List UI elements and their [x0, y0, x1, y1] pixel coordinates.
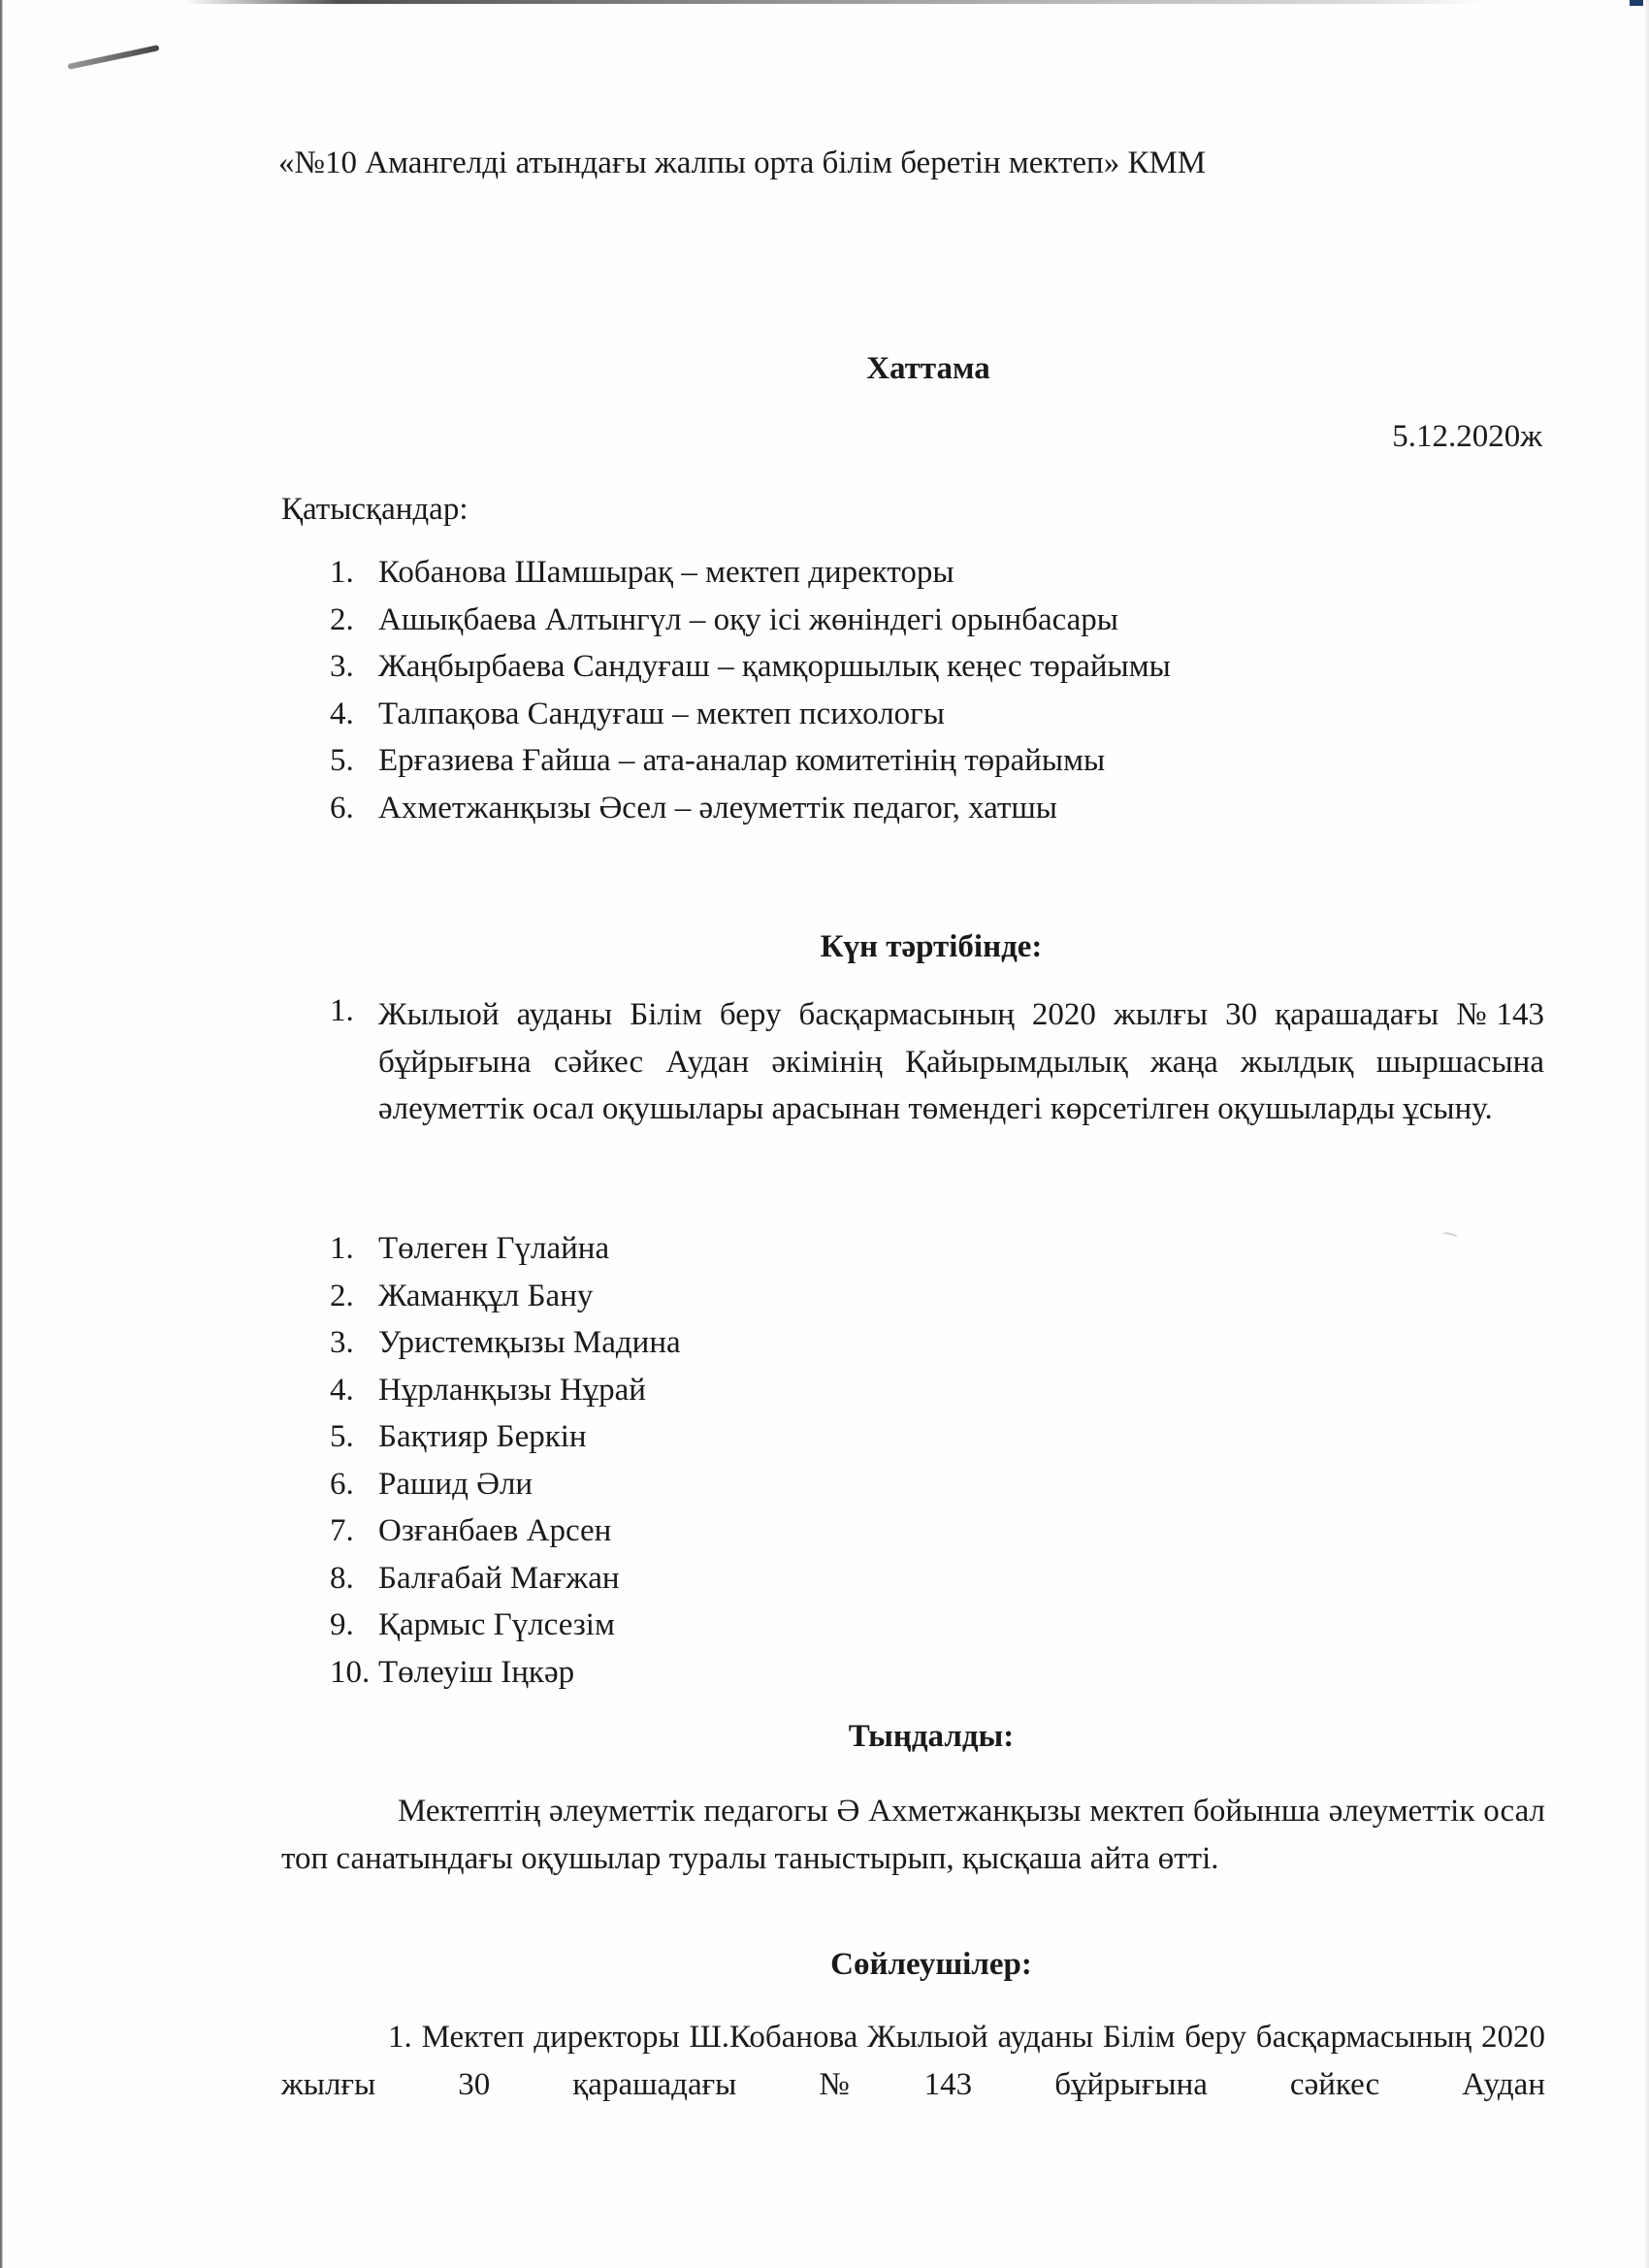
student-name: Төлеген Гүлайна — [378, 1231, 610, 1266]
student-name: Жаманқұл Бану — [378, 1278, 594, 1313]
document-date: 5.12.2020ж — [1392, 419, 1542, 454]
agenda-heading: Күн тәртібінде: — [820, 929, 1043, 964]
list-number: 3. — [330, 649, 354, 684]
participant-text: Талпақова Сандуғаш – мектеп психологы — [378, 696, 945, 731]
participant-text: Кобанова Шамшырақ – мектеп директоры — [378, 555, 954, 590]
speakers-paragraph: 1. Мектеп директоры Ш.Кобанова Жылыой ауданы Білім беру басқармасының 2020 жылғы 30 қарашадағы №143 бұйрығына сәйкес Аудан — [281, 2020, 1545, 2102]
list-number: 7. — [330, 1513, 354, 1548]
student-name: Нұрланқызы Нұрай — [378, 1372, 646, 1408]
document-title: Хаттама — [866, 351, 990, 386]
participant-text: Ашықбаева Алтынгүл – оқу ісі жөніндегі орынбасары — [378, 601, 1118, 637]
student-name: Төлеуіш Іңкәр — [378, 1654, 575, 1690]
scan-top-line — [184, 0, 1484, 4]
participants-label: Қатысқандар: — [281, 492, 469, 527]
pen-mark — [67, 45, 159, 70]
list-number: 4. — [330, 696, 354, 731]
list-number: 6. — [330, 1466, 354, 1502]
student-name: Бақтияр Беркін — [378, 1419, 587, 1454]
list-number: 1. — [330, 993, 354, 1028]
list-number: 4. — [330, 1372, 354, 1408]
list-number: 2. — [330, 1278, 354, 1313]
participant-text: Жаңбырбаева Сандуғаш – қамқоршылық кеңес төрайымы — [378, 649, 1171, 684]
list-number: 6. — [330, 790, 354, 826]
list-number: 1. — [330, 555, 354, 590]
student-name: Уристемқызы Мадина — [378, 1325, 681, 1360]
list-number: 10. — [330, 1654, 371, 1690]
list-number: 1. — [330, 1231, 354, 1266]
student-name: Озғанбаев Арсен — [378, 1513, 612, 1548]
agenda-item-text: Жылыой ауданы Білім беру басқармасының 2020 жылғы 30 қарашадағы №143 бұйрығына сәйкес Аудан әкімінің Қайырымдылық жаңа жылдық шыршасына әлеуметтік осал оқушылары арасынан төмендегі көрсетілген оқушыларды ұсыну. — [378, 997, 1544, 1126]
list-number: 3. — [330, 1325, 354, 1360]
scan-edge-right — [1645, 0, 1649, 2268]
smudge-mark — [1441, 1231, 1458, 1241]
participant-text: Ерғазиева Ғайша – ата-аналар комитетінің төрайымы — [378, 743, 1106, 778]
speakers-heading: Сөйлеушілер: — [830, 1947, 1032, 1982]
student-name: Балғабай Мағжан — [378, 1560, 620, 1596]
organization-name: «№10 Амангелді атындағы жалпы орта білім беретін мектеп» КММ — [278, 146, 1207, 180]
agenda-item — [330, 991, 1544, 1133]
student-name: Рашид Әли — [378, 1466, 534, 1502]
list-number: 9. — [330, 1607, 354, 1642]
heard-paragraph: Мектептің әлеуметтік педагогы Ә Ахметжанқызы мектеп бойынша әлеуметтік осал топ санатындағы оқушылар туралы таныстырып, қысқаша айта өтті. — [281, 1794, 1545, 1876]
scan-corner-mark — [1630, 0, 1643, 6]
heard-heading: Тыңдалды: — [848, 1719, 1015, 1754]
student-name: Қармыс Гүлсезім — [378, 1607, 615, 1642]
list-number: 2. — [330, 601, 354, 637]
list-number: 5. — [330, 743, 354, 778]
participant-text: Ахметжанқызы Әсел – әлеуметтік педагог, хатшы — [378, 790, 1057, 826]
scan-edge-left — [0, 0, 3, 2268]
list-number: 8. — [330, 1560, 354, 1596]
list-number: 5. — [330, 1419, 354, 1454]
